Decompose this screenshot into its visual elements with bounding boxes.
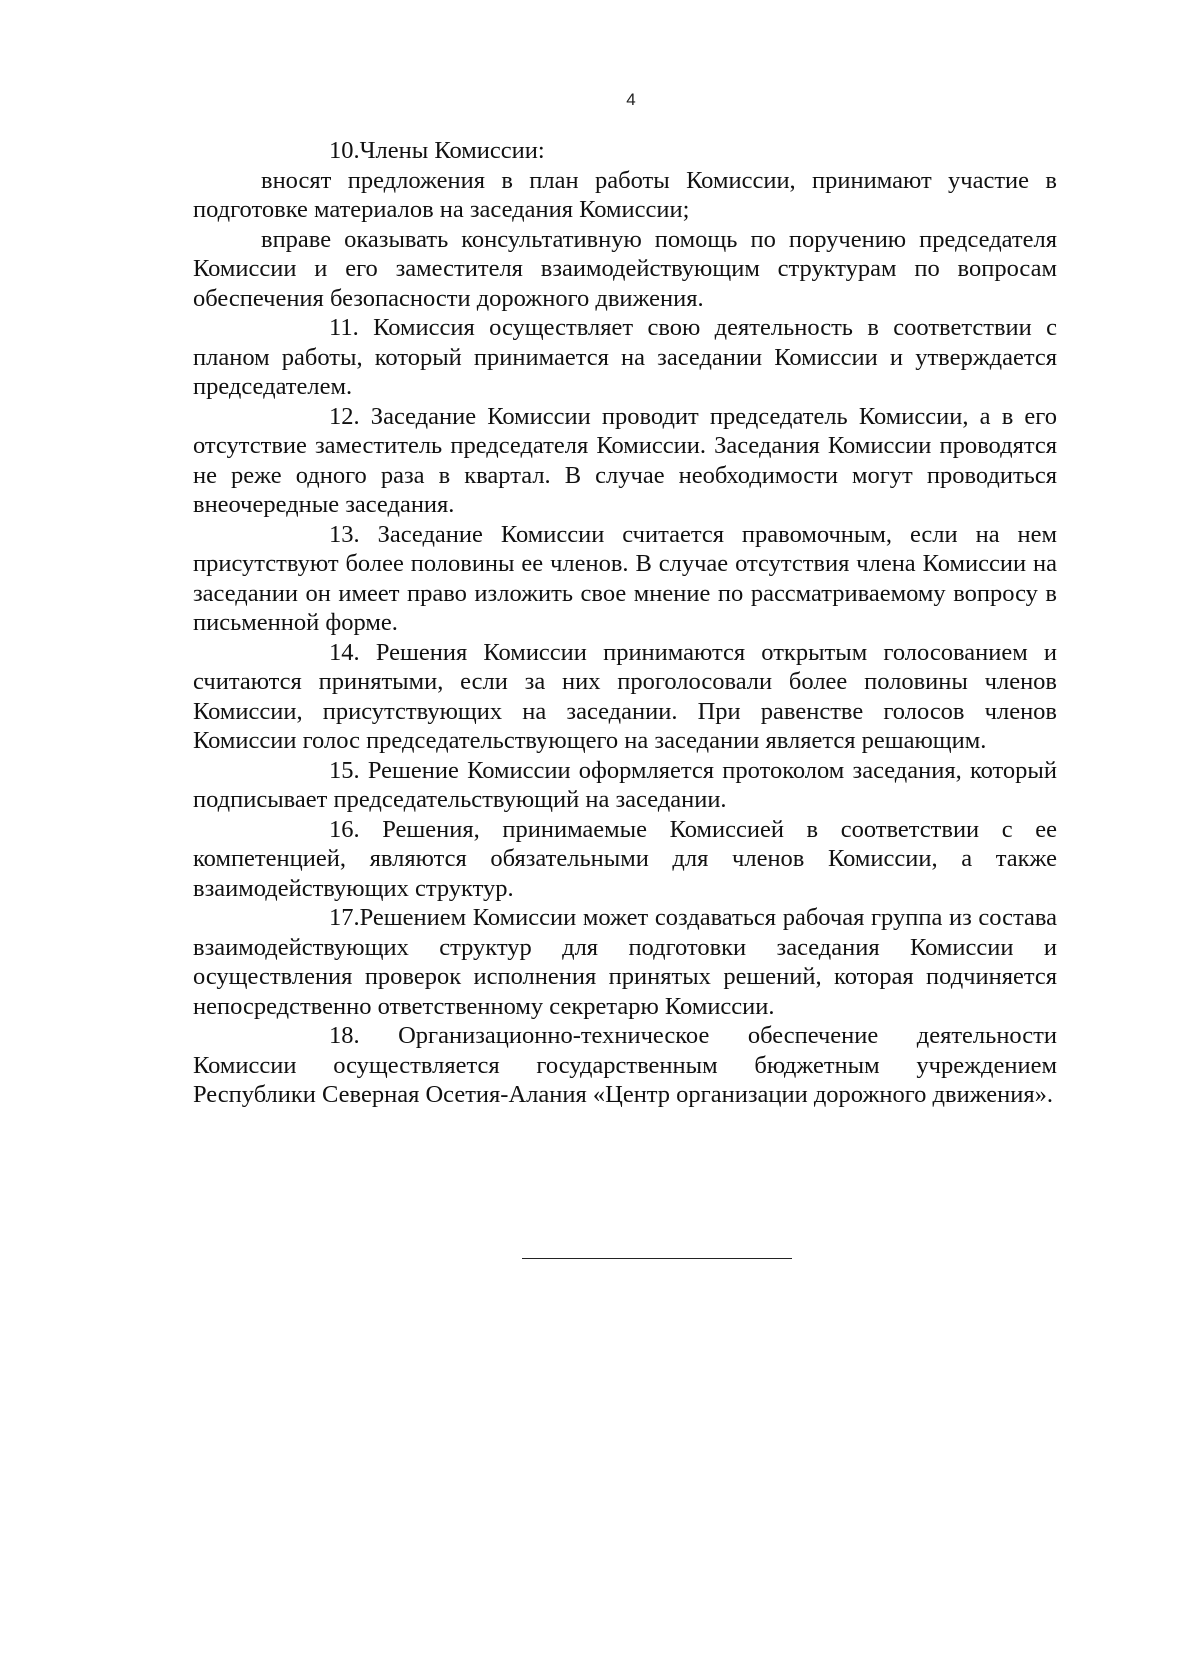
paragraph-text: Члены Комиссии:	[359, 137, 545, 164]
paragraph-text: вносят предложения в план работы Комиссии, принимают участие в подготовке материалов на заседания Комиссии;	[193, 166, 1057, 223]
paragraph-12	[193, 402, 1057, 520]
paragraph-10-a	[193, 166, 1057, 225]
paragraph-10	[193, 136, 1057, 166]
paragraph-14	[193, 638, 1057, 756]
paragraph-text: Заседание Комиссии проводит председатель Комиссии, а в его отсутствие заместитель председателя Комиссии. Заседания Комиссии проводятся не реже одного раза в квартал. В случае необходимости могут проводиться внеочередные заседания.	[193, 402, 1057, 518]
paragraph-number: 12.	[329, 402, 360, 430]
paragraph-13	[193, 520, 1057, 638]
paragraph-18	[193, 1021, 1057, 1110]
paragraph-15	[193, 756, 1057, 815]
paragraph-text: Организационно-техническое обеспечение деятельности Комиссии осуществляется государственным бюджетным учреждением Республики Северная Осетия-Алания «Центр организации дорожного движения».	[193, 1022, 1057, 1108]
paragraph-number: 15.	[329, 756, 360, 784]
paragraph-11	[193, 313, 1057, 402]
paragraph-text: Решение Комиссии оформляется протоколом заседания, который подписывает председательствующий на заседании.	[193, 756, 1058, 813]
paragraph-16	[193, 815, 1057, 904]
paragraph-text: Заседание Комиссии считается правомочным, если на нем присутствуют более половины ее членов. В случае отсутствия члена Комиссии на заседании он имеет право изложить свое мнение по рассматриваемому вопросу в письменной форме.	[193, 520, 1057, 636]
paragraph-number: 17.	[329, 904, 360, 931]
paragraph-number: 11.	[329, 314, 359, 341]
paragraph-number: 10.	[329, 137, 360, 164]
paragraph-text: Решением Комиссии может создаваться рабочая группа из состава взаимодействующих структур для подготовки заседания Комиссии и осуществления проверок исполнения принятых решений, которая подчиняется непосредственно ответственному секретарю Комиссии.	[193, 904, 1057, 1020]
paragraph-text: Решения, принимаемые Комиссией в соответствии с ее компетенцией, являются обязательными для членов Комиссии, а также взаимодействующих структур.	[193, 815, 1057, 902]
paragraph-text: Решения Комиссии принимаются открытым голосованием и считаются принятыми, если за них проголосовали более половины членов Комиссии, присутствующих на заседании. При равенстве голосов членов Комиссии голос председательствующего на заседании является решающим.	[193, 638, 1057, 754]
paragraph-number: 18.	[329, 1022, 360, 1049]
paragraph-number: 16.	[329, 815, 360, 843]
paragraph-text: вправе оказывать консультативную помощь по поручению председателя Комиссии и его заместителя взаимодействующим структурам по вопросам обеспечения безопасности дорожного движения.	[193, 225, 1057, 312]
page-number: 4	[626, 90, 636, 109]
paragraph-number: 14.	[329, 638, 360, 666]
paragraph-number: 13.	[329, 520, 360, 548]
paragraph-17	[193, 903, 1057, 1021]
paragraph-10-b	[193, 225, 1057, 314]
document-body	[193, 136, 1057, 1110]
paragraph-text: Комиссия осуществляет свою деятельность в соответствии с планом работы, который принимается на заседании Комиссии и утверждается председателем.	[193, 314, 1057, 400]
end-of-document-rule	[522, 1258, 792, 1259]
